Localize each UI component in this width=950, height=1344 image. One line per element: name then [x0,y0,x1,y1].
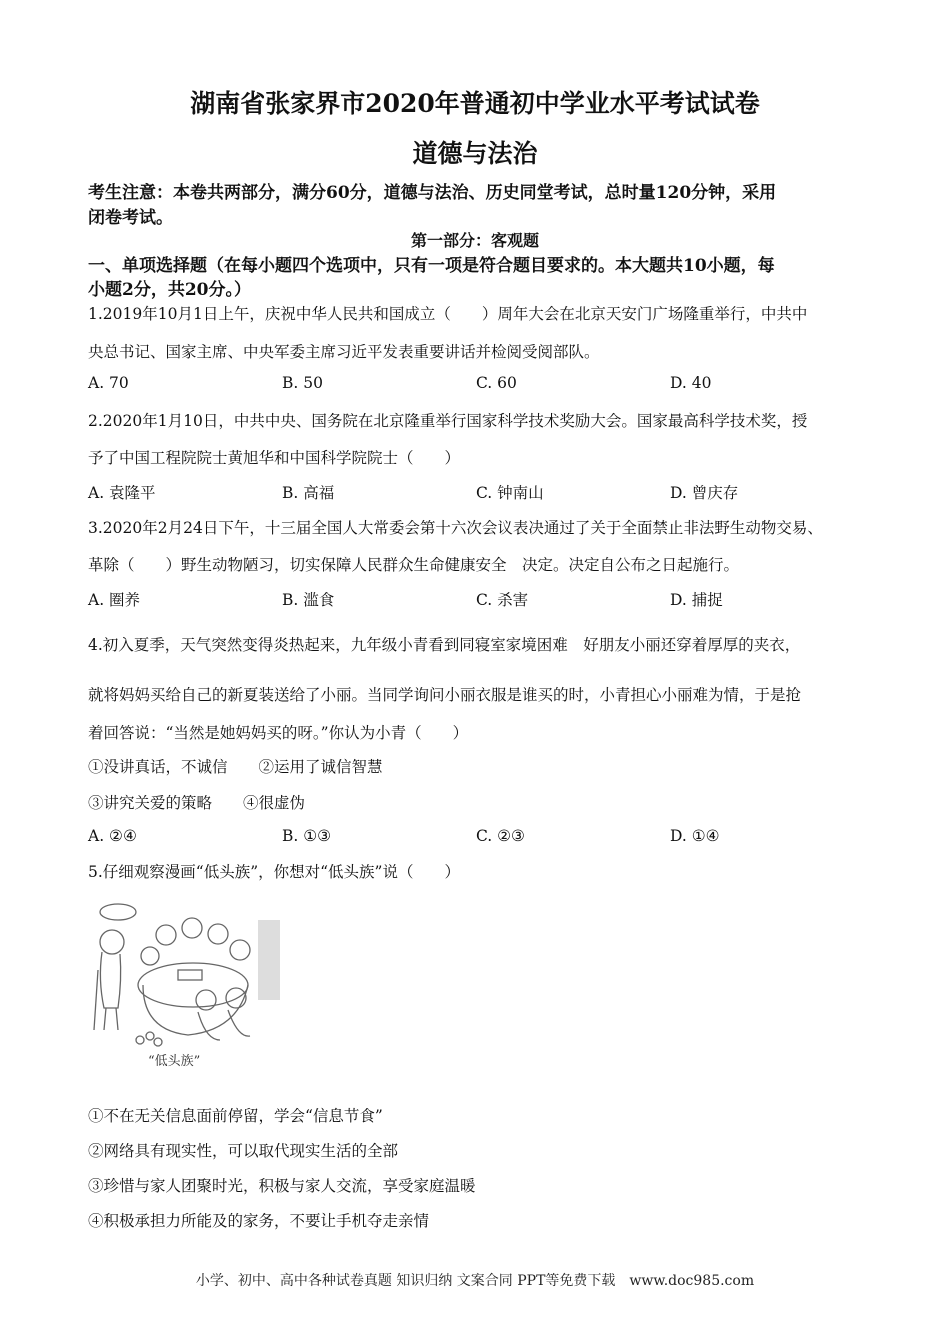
q3-option-d[interactable]: D. 捕捉 [670,591,723,609]
q1-line-2: 央总书记、国家主席、中央军委主席习近平发表重要讲话并检阅受阅部队。 [88,343,600,361]
q4-line-1: 4.初入夏季，天气突然变得炎热起来，九年级小青看到同寝室家境困难 好朋友小丽还穿着厚厚的夹衣， [88,636,801,654]
q2-line-2: 予了中国工程院院士黄旭华和中国科学院院士（ ） [88,449,461,467]
cartoon-drawing [88,890,288,1050]
cartoon-illustration [88,890,288,1075]
q4-option-a[interactable]: A. ②④ [88,827,137,845]
q5-statement-1: ①不在无关信息面前停留，学会“信息节食” [88,1107,383,1125]
q1-option-c[interactable]: C. 60 [476,374,517,392]
q4-statements-2: ③讲究关爱的策略 ④很虚伪 [88,794,306,812]
q3-line-2: 革除（ ）野生动物陋习，切实保障人民群众生命健康安全 决定。决定自公布之日起施行。 [88,556,740,574]
exam-title: 湖南省张家界市2020年普通初中学业水平考试试卷 [190,89,760,118]
q4-option-b[interactable]: B. ①③ [282,827,332,845]
q5-statement-4: ④积极承担力所能及的家务，不要让手机夺走亲情 [88,1212,430,1230]
q1-option-d[interactable]: D. 40 [670,374,712,392]
q1-line-1: 1.2019年10月1日上午，庆祝中华人民共和国成立（ ）周年大会在北京天安门广场隆重举行，中共中 [88,305,808,323]
cartoon-caption: “低头族” [148,1054,201,1069]
q5-statement-3: ③珍惜与家人团聚时光，积极与家人交流，享受家庭温暖 [88,1177,476,1195]
q4-line-2: 就将妈妈买给自己的新夏装送给了小丽。当同学询问小丽衣服是谁买的时，小青担心小丽难为情，于是抢 [88,686,802,704]
section-line-2: 小题2分，共20分。） [88,280,251,300]
q1-option-b[interactable]: B. 50 [282,374,323,392]
q5-statement-2: ②网络具有现实性，可以取代现实生活的全部 [88,1142,399,1160]
notice-line-1: 考生注意：本卷共两部分，满分60分，道德与法治、历史同堂考试，总时量120分钟，采用 [88,183,777,203]
q2-option-c[interactable]: C. 钟南山 [476,484,544,502]
q3-option-b[interactable]: B. 滥食 [282,591,335,609]
q3-option-a[interactable]: A. 圈养 [88,591,141,609]
q2-line-1: 2.2020年1月10日，中共中央、国务院在北京隆重举行国家科学技术奖励大会。国家最高科学技术奖，授 [88,412,808,430]
section-line-1: 一、单项选择题（在每小题四个选项中，只有一项是符合题目要求的。本大题共10小题，每 [88,256,775,276]
q2-option-b[interactable]: B. 高福 [282,484,335,502]
page-footer: 小学、初中、高中各种试卷真题 知识归纳 文案合同 PPT等免费下载 www.doc985.com [195,1273,755,1289]
part-title: 第一部分：客观题 [410,231,539,250]
q3-line-1: 3.2020年2月24日下午，十三届全国人大常委会第十六次会议表决通过了关于全面禁止非法野生动物交易、 [88,519,823,537]
q4-option-d[interactable]: D. ①④ [670,827,720,845]
q2-option-a[interactable]: A. 袁隆平 [88,484,156,502]
notice-line-2: 闭卷考试。 [88,208,173,228]
q4-line-3: 着回答说：“当然是她妈妈买的呀。”你认为小青（ ） [88,724,469,742]
q5-line-1: 5.仔细观察漫画“低头族”，你想对“低头族”说（ ） [88,863,460,881]
q2-option-d[interactable]: D. 曾庆存 [670,484,739,502]
subject-title: 道德与法治 [412,139,538,168]
q4-option-c[interactable]: C. ②③ [476,827,525,845]
q4-statements-1: ①没讲真话，不诚信 ②运用了诚信智慧 [88,758,383,776]
q1-option-a[interactable]: A. 70 [88,374,129,392]
q3-option-c[interactable]: C. 杀害 [476,591,529,609]
